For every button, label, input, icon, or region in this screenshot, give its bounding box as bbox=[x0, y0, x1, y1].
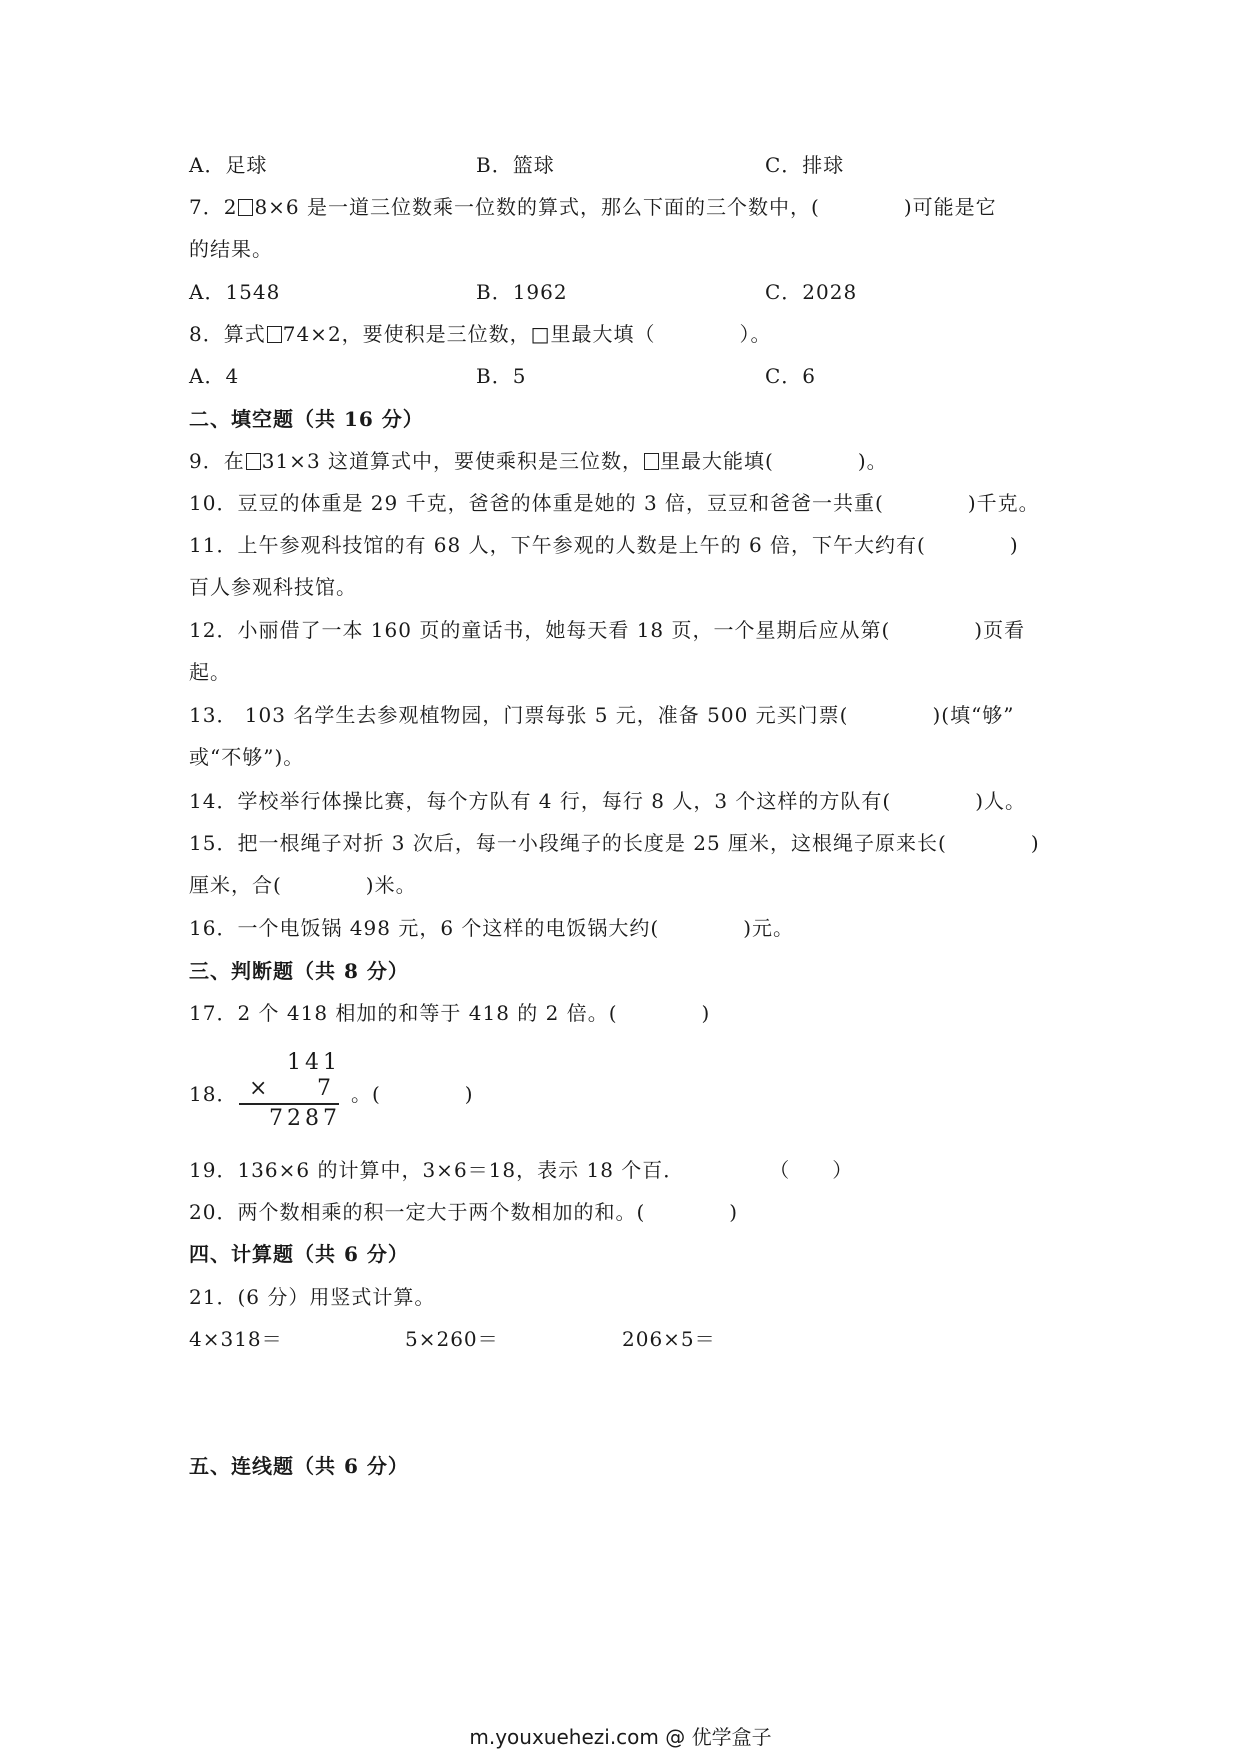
q18-result: 7287 bbox=[269, 1106, 341, 1131]
question-15: 15．把一根绳子对折 3 次后，每一小段绳子的长度是 25 厘米，这根绳子原来长( ) bbox=[189, 831, 1040, 855]
question-13: 13． 103 名学生去参观植物园，门票每张 5 元，准备 500 元买门票( )(填“够” bbox=[189, 703, 1015, 727]
blank-box bbox=[644, 453, 659, 470]
q7-option-c: C．2028 bbox=[765, 280, 858, 304]
q18-result-rule bbox=[239, 1103, 339, 1105]
question-10: 10．豆豆的体重是 29 千克，爸爸的体重是她的 3 倍，豆豆和爸爸一共重( )千克。 bbox=[189, 491, 1040, 515]
question-8 bbox=[189, 321, 772, 347]
q18-label: 18． bbox=[189, 1082, 238, 1106]
question-13-cont: 或“不够”)。 bbox=[189, 745, 305, 769]
question-14: 14．学校举行体操比赛，每个方队有 4 行，每行 8 人，3 个这样的方队有( )人。 bbox=[189, 789, 1027, 813]
q8-text-post: 74×2，要使积是三位数，□里最大填（ ）。 bbox=[282, 322, 772, 346]
q6-option-a: A．足球 bbox=[189, 153, 268, 177]
question-19: 19．136×6 的计算中，3×6＝18，表示 18 个百． （ ） bbox=[189, 1158, 854, 1182]
question-20: 20．两个数相乘的积一定大于两个数相加的和。( ) bbox=[189, 1200, 739, 1224]
q9-text-post: 里最大能填( )。 bbox=[660, 449, 888, 473]
question-18 bbox=[189, 1050, 589, 1130]
q7-option-a: A．1548 bbox=[189, 280, 281, 304]
section-heading-fill-in: 二、填空题（共 16 分） bbox=[189, 407, 424, 431]
q18-multiplicand: 141 bbox=[287, 1050, 341, 1075]
question-12: 12．小丽借了一本 160 页的童话书，她每天看 18 页，一个星期后应从第( )页看 bbox=[189, 618, 1026, 642]
blank-box bbox=[267, 326, 282, 343]
question-7 bbox=[189, 194, 997, 220]
q8-option-c: C．6 bbox=[765, 364, 817, 388]
q7-text-pre: 7．2 bbox=[189, 195, 238, 219]
q18-tail: 。( ) bbox=[351, 1082, 474, 1106]
q18-times-sign: × bbox=[249, 1076, 268, 1101]
q8-option-a: A．4 bbox=[189, 364, 240, 388]
question-21: 21．(6 分）用竖式计算。 bbox=[189, 1285, 436, 1309]
q18-multiplier: 7 bbox=[317, 1076, 335, 1101]
q7-option-b: B．1962 bbox=[476, 280, 568, 304]
blank-box bbox=[238, 199, 253, 216]
section-heading-calculation: 四、计算题（共 6 分） bbox=[189, 1242, 409, 1266]
q9-text-pre: 9．在 bbox=[189, 449, 245, 473]
footer-watermark: m.youxuehezi.com @ 优学盒子 bbox=[469, 1725, 772, 1749]
question-7-cont: 的结果。 bbox=[189, 237, 273, 261]
calc-item-3: 206×5＝ bbox=[622, 1327, 716, 1351]
section-heading-matching: 五、连线题（共 6 分） bbox=[189, 1454, 409, 1478]
section-heading-true-false: 三、判断题（共 8 分） bbox=[189, 959, 409, 983]
question-12-cont: 起。 bbox=[189, 660, 231, 684]
question-17: 17．2 个 418 相加的和等于 418 的 2 倍。( ) bbox=[189, 1001, 711, 1025]
question-9 bbox=[189, 448, 888, 474]
q9-text-mid: 31×3 这道算式中，要使乘积是三位数， bbox=[261, 449, 644, 473]
q8-option-b: B．5 bbox=[476, 364, 527, 388]
blank-box bbox=[246, 453, 261, 470]
calc-item-1: 4×318＝ bbox=[189, 1327, 283, 1351]
q7-text-post: 8×6 是一道三位数乘一位数的算式，那么下面的三个数中，( )可能是它 bbox=[254, 195, 997, 219]
question-11: 11．上午参观科技馆的有 68 人，下午参观的人数是上午的 6 倍，下午大约有( ) bbox=[189, 533, 1019, 557]
q6-option-b: B．篮球 bbox=[476, 153, 555, 177]
question-16: 16．一个电饭锅 498 元，6 个这样的电饭锅大约( )元。 bbox=[189, 916, 795, 940]
calc-item-2: 5×260＝ bbox=[405, 1327, 499, 1351]
q8-text-pre: 8．算式 bbox=[189, 322, 266, 346]
question-11-cont: 百人参观科技馆。 bbox=[189, 575, 357, 599]
question-15-cont: 厘米，合( )米。 bbox=[189, 873, 417, 897]
q6-option-c: C．排球 bbox=[765, 153, 845, 177]
